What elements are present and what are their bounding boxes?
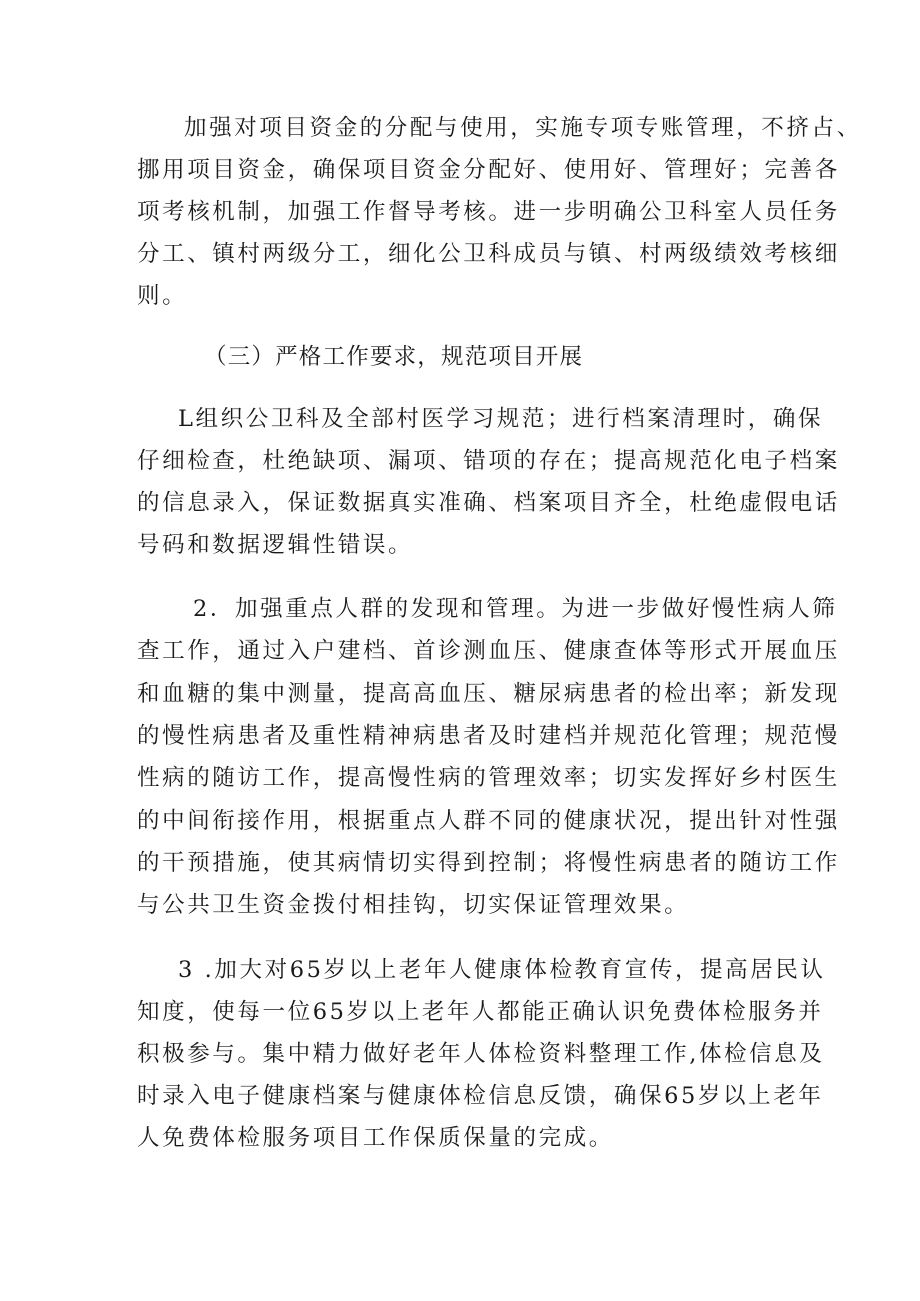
paragraph-4-line-5: 性病的随访工作，提高慢性病的管理效率；切实发挥好乡村医生 — [137, 765, 840, 791]
paragraph-1-line-2: 挪用项目资金，确保项目资金分配好、使用好、管理好；完善各 — [137, 157, 840, 183]
paragraph-4-line-7: 的干预措施，使其病情切实得到控制；将慢性病患者的随访工作 — [137, 850, 840, 876]
paragraph-5-line-4: 时录入电子健康档案与健康体检信息反馈，确保65岁以上老年 — [137, 1083, 824, 1109]
paragraph-5-line-3: 积极参与。集中精力做好老年人体检资料整理工作,体检信息及 — [137, 1041, 825, 1067]
paragraph-5-line-1: 3 .加大对65岁以上老年人健康体检教育宣传，提高居民认 — [178, 957, 826, 983]
paragraph-4-line-6: 的中间衔接作用，根据重点人群不同的健康状况，提出针对性强 — [137, 808, 840, 834]
paragraph-1-line-4: 分工、镇村两级分工，细化公卫科成员与镇、村两级绩效考核细 — [137, 241, 840, 267]
paragraph-1-line-5: 则。 — [137, 283, 188, 309]
paragraph-3-line-3: 的信息录入，保证数据真实准确、档案项目齐全，杜绝虚假电话 — [137, 490, 840, 516]
paragraph-5-line-2: 知度，使每一位65岁以上老年人都能正确认识免费体检服务并 — [137, 999, 824, 1025]
paragraph-4-line-8: 与公共卫生资金拨付相挂钩，切实保证管理效果。 — [137, 892, 690, 918]
section-heading: （三）严格工作要求，规范项目开展 — [204, 344, 584, 370]
paragraph-1-line-3: 项考核机制，加强工作督导考核。进一步明确公卫科室人员任务 — [137, 199, 840, 225]
paragraph-4-line-4: 的慢性病患者及重性精神病患者及时建档并规范化管理；规范慢 — [137, 723, 840, 749]
paragraph-4-line-3: 和血糖的集中测量，提高高血压、糖尿病患者的检出率；新发现 — [137, 681, 840, 707]
paragraph-3-line-2: 仔细检查，杜绝缺项、漏项、错项的存在；提高规范化电子档案 — [137, 448, 840, 474]
paragraph-4-line-2: 查工作，通过入户建档、首诊测血压、健康查体等形式开展血压 — [137, 638, 840, 664]
paragraph-5-line-5: 人免费体检服务项目工作保质保量的完成。 — [137, 1125, 614, 1151]
paragraph-4-line-1: 2．加强重点人群的发现和管理。为进一步做好慢性病人筛 — [193, 596, 838, 622]
paragraph-3-line-1: L组织公卫科及全部村医学习规范；进行档案清理时，确保 — [178, 406, 824, 432]
paragraph-3-line-4: 号码和数据逻辑性错误。 — [137, 532, 414, 558]
paragraph-1-line-1: 加强对项目资金的分配与使用，实施专项专账管理，不挤占、 — [184, 115, 862, 141]
